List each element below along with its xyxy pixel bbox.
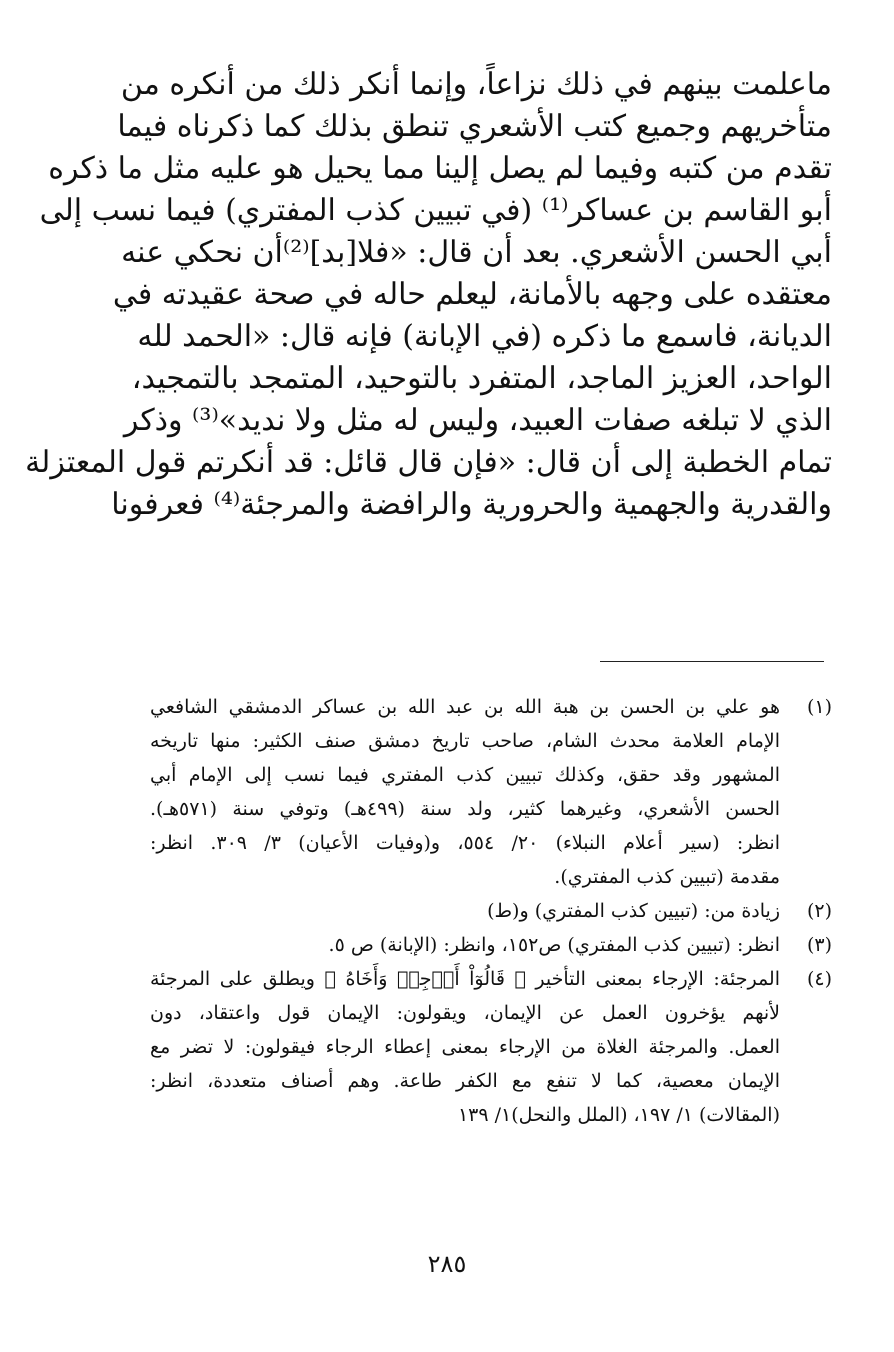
footnote-number: (٤) [806,968,832,990]
main-text-line: أبو القاسم بن عساكر⁽¹⁾ (في تبيين كذب المفتري) فيما نسب إلى [39,193,832,228]
footnote-line: انظر: (سير أعلام النبلاء) ٢٠/ ٥٥٤، و(وفيات الأعيان) ٣/ ٣٠٩. انظر: [150,832,780,854]
footnote-4 [150,962,832,1132]
footnote-3 [150,928,832,962]
main-text-line: الواحد، العزيز الماجد، المتفرد بالتوحيد، المتمجد بالتمجيد، [131,361,832,396]
footnote-number: (١) [806,696,832,718]
main-text-line: الديانة، فاسمع ما ذكره (في الإبانة) فإنه قال: «الحمد لله [137,319,832,354]
main-text-line: معتقده على وجهه بالأمانة، ليعلم حاله في صحة عقيدته في [112,277,832,312]
footnote-line: (المقالات) ١/ ١٩٧، (الملل والنحل)١/ ١٣٩ [457,1104,780,1126]
main-text-line: تقدم من كتبه وفيما لم يصل إلينا مما يحيل هو عليه مثل ما ذكره [48,151,832,186]
main-text-line: متأخريهم وجميع كتب الأشعري تنطق بذلك كما ذكرناه فيما [117,109,832,144]
footnote-line: انظر: (تبيين كذب المفتري) ص١٥٢، وانظر: (الإبانة) ص ٥. [328,934,780,956]
footnote-2 [150,894,832,928]
page-number: ٢٨٥ [427,1250,467,1278]
main-text-line: أبي الحسن الأشعري. بعد أن قال: «فلا[بد]⁽²⁾أن نحكي عنه [121,235,832,270]
footnote-line: زيادة من: (تبيين كذب المفتري) و(ط) [487,900,780,922]
footnote-1 [150,690,832,894]
main-text-block [25,64,832,526]
footnote-line: الحسن الأشعري، وغيرهما كثير، ولد سنة (٤٩٩هـ) وتوفي سنة (٥٧١هـ). [150,798,780,820]
footnote-line: مقدمة (تبيين كذب المفتري). [554,866,780,888]
main-text-line: ماعلمت بينهم في ذلك نزاعاً، وإنما أنكر ذلك من أنكره من [120,67,832,102]
footnote-line: العمل. والمرجئة الغلاة من الإرجاء بمعنى إعطاء الرجاء فيقولون: لا تضر مع [150,1036,780,1058]
footnotes-section [150,690,832,1132]
footnote-number: (٣) [806,934,832,956]
footnote-line: هو علي بن الحسن بن هبة الله بن عبد الله بن عساكر الدمشقي الشافعي [150,696,780,718]
main-text-line: الذي لا تبلغه صفات العبيد، وليس له مثل ولا نديد»⁽³⁾ وذكر [123,403,832,438]
footnote-line: الإيمان معصية، كما لا تنفع مع الكفر طاعة. وهم أصناف متعددة، انظر: [150,1070,780,1092]
footnote-line: لأنهم يؤخرون العمل عن الإيمان، ويقولون: الإيمان قول واعتقاد، دون [150,1002,780,1024]
footnote-number: (٢) [806,900,832,922]
footnote-line: المرجئة: الإرجاء بمعنى التأخير ﴿ قَالُوٓاْ أَرۡجِهۡ وَأَخَاهُ ﴾ ويطلق على المرجئة [150,968,780,990]
footnote-divider [600,661,824,662]
footnote-line: المشهور وقد حقق، وكذلك تبيين كذب المفتري فيما نسب إلى الإمام أبي [150,764,780,786]
main-text-line: والقدرية والجهمية والحرورية والرافضة والمرجئة⁽⁴⁾ فعرفونا [111,487,832,522]
footnote-line: الإمام العلامة محدث الشام، صاحب تاريخ دمشق صنف الكثير: منها تاريخه [150,730,780,752]
main-text-line: تمام الخطبة إلى أن قال: «فإن قال قائل: قد أنكرتم قول المعتزلة [25,445,832,480]
